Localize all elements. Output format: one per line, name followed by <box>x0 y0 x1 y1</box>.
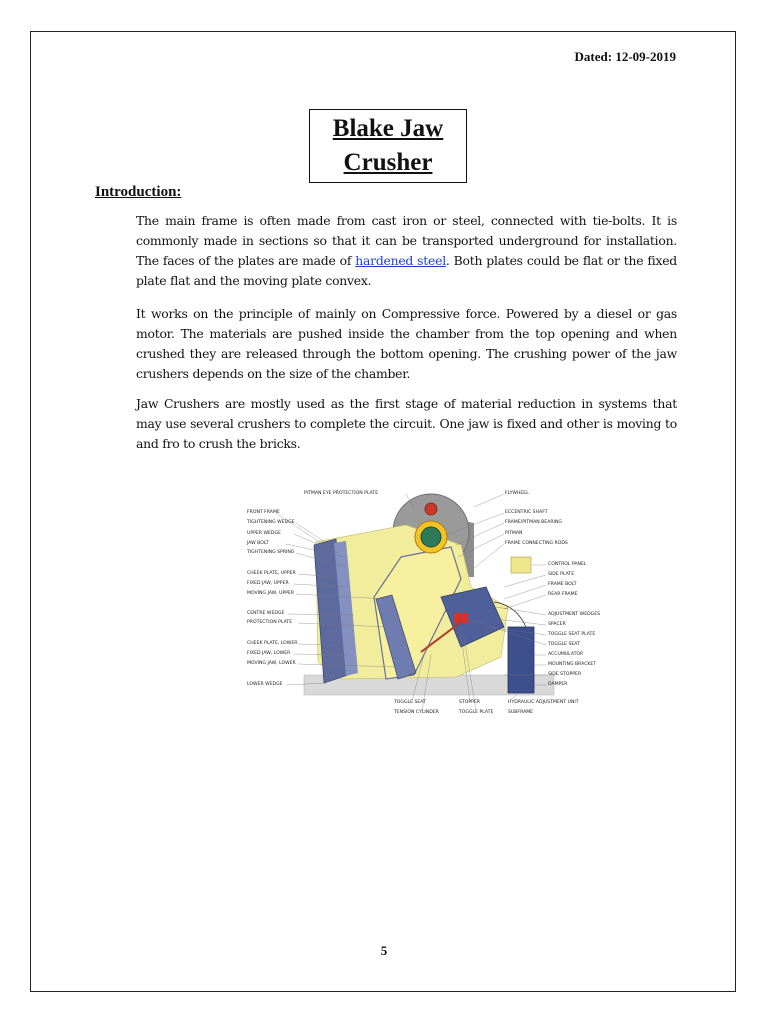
label-rear-frame: REAR FRAME <box>548 592 578 597</box>
label-fixed-jaw-lower: FIXED JAW, LOWER <box>247 651 291 656</box>
label-subframe: SUBFRAME <box>508 710 534 715</box>
label-fixed-jaw-upper: FIXED JAW, UPPER <box>247 581 289 586</box>
label-upper-wedge: UPPER WEDGE <box>247 531 281 536</box>
label-toggle-seat-bottom: TOGGLE SEAT <box>394 700 426 705</box>
paragraph-1 <box>136 211 677 291</box>
label-adjustment-wedges: ADJUSTMENT WEDGES <box>548 612 601 617</box>
paragraph-2: It works on the principle of mainly on Compressive force. Powered by a diesel or gas motor. The materials are pushed inside the chamber from the top opening and when crushed they are released through the bottom opening. The crushing power of the jaw crushers depends on the size of the chamber. <box>136 306 677 381</box>
date-line: Dated: 12-09-2019 <box>574 49 676 64</box>
label-tightening-wedge: TIGHTENING WEDGE <box>247 520 295 525</box>
page-title <box>309 109 467 183</box>
flywheel-hub <box>425 503 437 515</box>
paragraph-1-text-a: The main frame is often made from cast iron or steel, connected with tie-bolts. It is commonly made in sections so that it can be transported underground for installation. The faces of the plates are made of <box>136 213 677 268</box>
section-heading: Introduction: <box>95 184 182 200</box>
label-cheek-plate-lower: CHEEK PLATE, LOWER <box>247 641 298 646</box>
jaw-crusher-diagram <box>246 487 602 717</box>
label-frame-connecting-rods: FRAME CONNECTING RODS <box>505 541 568 546</box>
label-tension-cylinder: TENSION CYLINDER <box>394 710 439 715</box>
label-toggle-plate: TOGGLE PLATE <box>459 710 494 715</box>
hardened-steel-link[interactable]: hardened steel <box>355 253 446 268</box>
label-hydraulic-adjustment-unit: HYDRAULIC ADJUSTMENT UNIT <box>508 700 579 705</box>
label-lower-wedge: LOWER WEDGE <box>247 682 283 687</box>
label-toggle-seat-right: TOGGLE SEAT <box>548 642 580 647</box>
label-moving-jaw-upper: MOVING JAW, UPPER <box>247 591 295 596</box>
title-line-1: Blake Jaw <box>332 115 444 142</box>
label-flywheel: FLYWHEEL <box>505 491 529 496</box>
label-frame-bolt: FRAME BOLT <box>548 582 577 587</box>
label-cheek-plate-upper: CHEEK PLATE, UPPER <box>247 571 296 576</box>
label-jaw-bolt: JAW BOLT <box>247 541 269 546</box>
label-frame-pitman-bearing: FRAME/PITMAN BEARING <box>505 520 562 525</box>
label-spacer: SPACER <box>548 622 566 627</box>
title-line-2: Crusher <box>343 149 433 176</box>
control-panel-shape <box>511 557 531 573</box>
label-side-plate: SIDE PLATE <box>548 572 575 577</box>
label-moving-jaw-lower: MOVING JAW, LOWER <box>247 661 296 666</box>
label-tightening-spring: TIGHTENING SPRING <box>247 550 295 555</box>
eccentric-shaft-core <box>421 527 441 547</box>
label-toggle-seat-plate: TOGGLE SEAT PLATE <box>548 632 596 637</box>
label-pitman-eye-protection-plate: PITMAN EYE PROTECTION PLATE <box>304 491 379 496</box>
label-eccentric-shaft: ECCENTRIC SHAFT <box>505 510 548 515</box>
paragraph-3: Jaw Crushers are mostly used as the first stage of material reduction in systems that may use several crushers to complete the circuit. One jaw is fixed and other is moving to and fro to crush the bricks. <box>136 396 677 451</box>
label-front-frame: FRONT FRAME <box>247 510 280 515</box>
label-mounting-bracket: MOUNTING BRACKET <box>548 662 597 667</box>
label-accumulator: ACCUMULATOR <box>548 652 584 657</box>
label-damper: DAMPER <box>548 682 568 687</box>
paragraph-1-text-b: . Both plates could be flat or the fixed plate flat and the moving plate convex. <box>136 253 677 288</box>
toggle-seat-shape <box>454 613 468 623</box>
hydraulic-unit-shape <box>508 627 534 693</box>
label-stopper: STOPPER <box>459 700 480 705</box>
label-pitman: PITMAN <box>505 531 523 536</box>
label-protection-plate: PROTECTION PLATE <box>247 620 293 625</box>
label-centre-wedge: CENTRE WEDGE <box>247 611 285 616</box>
page-number: 5 <box>380 943 388 958</box>
label-side-stopper: SIDE STOPPER <box>548 672 582 677</box>
label-control-panel: CONTROL PANEL <box>548 562 587 567</box>
